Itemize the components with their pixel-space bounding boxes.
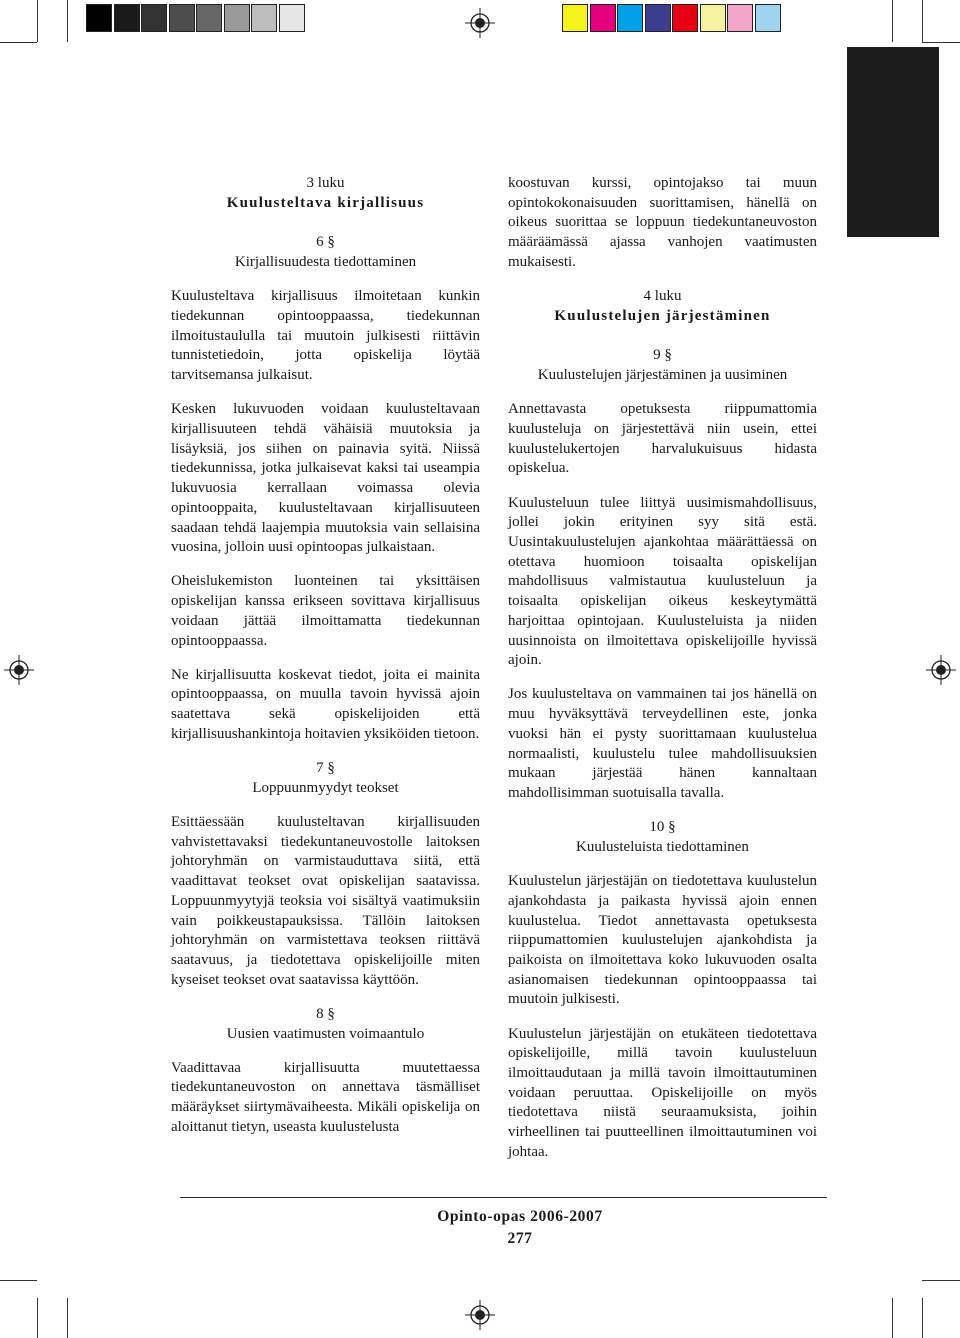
color-swatch xyxy=(672,4,698,32)
color-swatch xyxy=(562,4,588,32)
chapter-number: 3 luku xyxy=(306,175,345,191)
paragraph: Jos kuulusteltava on vammainen tai jos hänellä on muu hyväksyttävä terveydellinen este, jonka vuoksi hän ei pysty suorittamaan kuulustelua normaalisti, kuulustelu tulee mahdollisuuksien mukaan järjestää hänen kannaltaan mahdollisimman suotuisalla tavalla. xyxy=(508,686,817,801)
page-number: 277 xyxy=(507,1230,533,1247)
paragraph: Kesken lukuvuoden voidaan kuulusteltavaan kirjallisuuteen tehdä vähäisiä muutoksia ja lisäyksiä, jos siihen on painavia syitä. Niissä tiedekunnissa, jotka julkaisevat kaksi tai useampia lukuvuosia kerrallaan voimassa olevia opintooppaita, kuulusteltavaan kirjallisuuteen saadaan tehdä laajempia muutoksia vain sellaisina vuosina, jolloin uusi opintoopas julkaistaan. xyxy=(171,401,480,556)
grey-swatch xyxy=(279,4,305,32)
grey-swatch xyxy=(114,4,140,32)
section-number: 6 § xyxy=(316,234,335,251)
grey-swatch xyxy=(86,4,112,32)
section-7-heading xyxy=(171,759,480,798)
color-swatch xyxy=(645,4,671,32)
grey-swatch xyxy=(224,4,250,32)
section-title: Kirjallisuudesta tiedottaminen xyxy=(234,254,417,271)
color-swatch xyxy=(700,4,726,32)
section-6-heading xyxy=(171,233,480,272)
color-swatch xyxy=(727,4,753,32)
chapter-title: Kuulustelujen järjestäminen xyxy=(554,307,771,324)
grey-swatch xyxy=(196,4,222,32)
paragraph: Oheislukemiston luonteinen tai yksittäisen opiskelijan kanssa erikseen sovittava kirjallisuus voidaan jättää ilmoittamatta tiedekunnan opintooppaassa. xyxy=(171,573,480,649)
paragraph: Kuulusteltava kirjallisuus ilmoitetaan kunkin tiedekunnan opintooppaassa, tiedekunnan ilmoitustaululla tai muutoin julkisesti riittävin tunnistetiedoin, jotta opiskelija löytää tarvitsemansa julkaisut. xyxy=(171,288,480,384)
section-10-heading xyxy=(508,818,817,857)
registration-mark-top xyxy=(465,8,495,38)
chapter-thumb-tab xyxy=(847,47,939,237)
right-column xyxy=(508,174,817,1177)
registration-mark-left xyxy=(4,655,34,685)
paragraph: Kuulustelun järjestäjän on tiedotettava kuulustelun ajankohdasta ja paikasta hyvissä ajoin ennen kuulustelua. Tiedot annettavasta opetuksesta riippumattomien kuulustelujen ajankohdista ja paikoista on ilmoitettava koko lukuvuoden osalta asianomaisen tiedekunnan opintooppaassa tai muutoin julkisesti. xyxy=(508,873,817,1008)
section-number: 8 § xyxy=(316,1005,335,1022)
paragraph: Kuulusteluun tulee liittyä uusimismahdollisuus, jollei jokin erityinen syy sitä estä. Uusintakuulustelujen ajankohtaa määrättäessä on otettava huomioon toisaalta opiskelijan mahdollisuus valmistautua kuulusteluun ja toisaalta opiskelijan oikeus keskeytymättä harjoittaa opintojaan. Kuulusteluista ja niiden uusinnoista on ilmoitettava opiskelijoille hyvissä ajoin. xyxy=(508,494,817,669)
grey-swatch xyxy=(251,4,277,32)
footer-title: Opinto-opas 2006-2007 xyxy=(437,1208,603,1225)
grey-swatch xyxy=(169,4,195,32)
footer-rule xyxy=(180,1197,827,1198)
chapter-title: Kuulusteltava kirjallisuus xyxy=(226,194,425,211)
section-number: 7 § xyxy=(316,760,335,777)
section-title: Kuulustelujen järjestäminen ja uusiminen xyxy=(537,367,788,384)
section-title: Loppuunmyydyt teokset xyxy=(252,779,399,796)
section-9-heading xyxy=(508,346,817,385)
paragraph: Ne kirjallisuutta koskevat tiedot, joita ei mainita opintooppaassa, on muulla tavoin hyvissä ajoin saatettava sekä opiskelijoiden että kirjallisuushankintoja hoitavien yksiköiden tietoon. xyxy=(171,666,480,742)
section-number: 9 § xyxy=(653,347,672,364)
chapter-number: 4 luku xyxy=(643,288,682,305)
left-column xyxy=(171,174,480,1152)
registration-mark-bottom xyxy=(465,1300,495,1330)
registration-mark-right xyxy=(926,655,956,685)
color-swatch xyxy=(617,4,643,32)
section-title: Uusien vaatimusten voimaantulo xyxy=(226,1025,425,1042)
color-swatch xyxy=(755,4,781,32)
section-8-heading xyxy=(171,1005,480,1044)
paragraph: Annettavasta opetuksesta riippumattomia kuulusteluja on järjestettävä niin usein, ettei kuulustelukertojen harvalukuisuus hidasta opiskelua. xyxy=(508,401,817,477)
paragraph: Kuulustelun järjestäjän on etukäteen tiedotettava opiskelijoille, millä tavoin kuulusteluun ilmoittaudutaan ja millä tavoin ilmoittautuminen voidaan peruuttaa. Opiskelijoille on myös tiedotettava niistä seuraamuksista, joihin virheellinen tai puutteellinen ilmoittautuminen voi johtaa. xyxy=(508,1025,817,1160)
paragraph: Esittäessään kuulusteltavan kirjallisuuden vahvistettavaksi tiedekuntaneuvostolle laitoksen johtoryhmän on varmistauduttava siitä, että vaadittavat teokset ovat opiskelijan saatavissa. Loppuunmyytyjä teoksia voi sisältyä vaatimuksiin vain poikkeustapauksissa. Tällöin laitoksen johtoryhmän on varmistettava teoksen riittävä saatavuus, ja tiedotettava opiskelijoille miten kyseiset teokset ovat saatavissa käyttöön. xyxy=(171,813,480,988)
section-number: 10 § xyxy=(649,819,676,836)
chapter-4-heading xyxy=(508,287,817,326)
chapter-3-heading xyxy=(171,174,480,213)
section-title: Kuulusteluista tiedottaminen xyxy=(576,838,749,855)
color-swatch xyxy=(590,4,616,32)
paragraph: Vaadittavaa kirjallisuutta muutettaessa tiedekuntaneuvoston on annettava täsmälliset määräykset siirtymävaiheesta. Mikäli opiskelija on aloittanut tietyn, useasta kuulustelusta xyxy=(171,1059,480,1135)
grey-swatch xyxy=(141,4,167,32)
paragraph: koostuvan kurssi, opintojakso tai muun opintokokonaisuuden suorittamisen, hänellä on oikeus suorittaa se loppuun tiedekuntaneuvoston määräämässä ajassa vanhojen vaatimusten mukaisesti. xyxy=(508,175,817,270)
